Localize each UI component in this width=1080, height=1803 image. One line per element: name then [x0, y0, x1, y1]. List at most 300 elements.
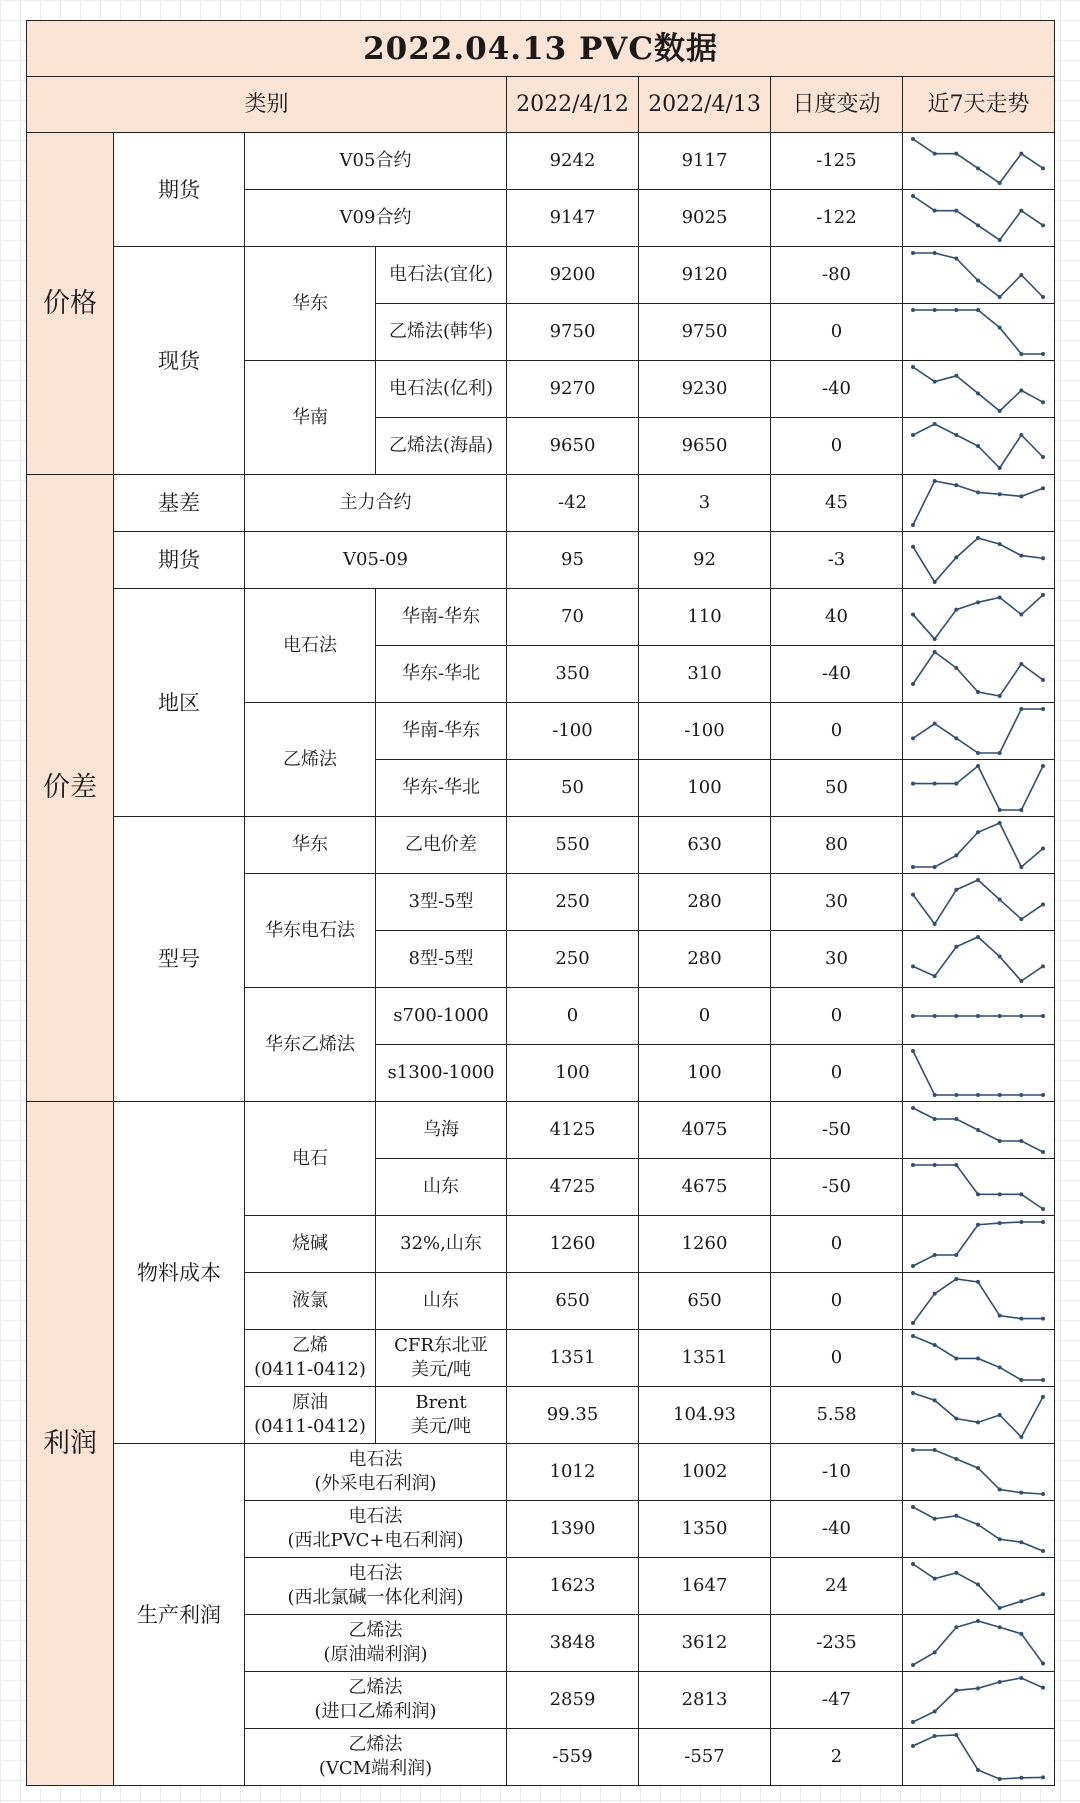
sparkline-cell [903, 589, 1055, 646]
sparkline-point [1041, 1395, 1045, 1399]
section-price: 价格 [27, 133, 114, 475]
sparkline-cell [903, 532, 1055, 589]
sparkline-point [911, 893, 915, 897]
value-change: 40 [771, 589, 903, 646]
sparkline-cell [903, 1102, 1055, 1159]
sparkline-cell [903, 247, 1055, 304]
sparkline-point [933, 650, 937, 654]
sparkline-point [998, 238, 1002, 242]
sparkline-point [954, 1457, 958, 1461]
sparkline-cell [903, 418, 1055, 475]
sparkline-point [998, 1365, 1002, 1369]
row-label: 电石法 (西北氯碱一体化利润) [245, 1558, 507, 1615]
sparkline-point [911, 1049, 915, 1053]
value-d2: 9120 [639, 247, 771, 304]
sparkline-point [998, 1537, 1002, 1541]
sparkline-point [998, 1221, 1002, 1225]
sparkline-point [1019, 1776, 1023, 1780]
value-change: 24 [771, 1558, 903, 1615]
sparkline-point [954, 666, 958, 670]
row-label: s1300-1000 [376, 1045, 507, 1102]
value-d1: 9242 [507, 133, 639, 190]
sparkline [903, 1045, 1053, 1101]
sparkline-cell [903, 874, 1055, 931]
sparkline-point [998, 821, 1002, 825]
sparkline-point [976, 1466, 980, 1470]
sparkline-line [913, 1678, 1043, 1722]
sparkline-point [1019, 352, 1023, 356]
sparkline-point [954, 1625, 958, 1629]
sparkline-point [933, 865, 937, 869]
sparkline-point [933, 922, 937, 926]
subgroup-ethylene-cost: 乙烯 (0411-0412) [245, 1330, 376, 1387]
sparkline-point [1041, 1207, 1045, 1211]
group-production: 生产利润 [114, 1444, 245, 1786]
sparkline-point [933, 1398, 937, 1402]
sparkline-point [911, 1562, 915, 1566]
sparkline [903, 1102, 1053, 1158]
sparkline [903, 1444, 1053, 1500]
sparkline-line [913, 1621, 1043, 1665]
sparkline-cell [903, 817, 1055, 874]
sparkline-cell [903, 1615, 1055, 1672]
subgroup-carbide: 电石法 [245, 589, 376, 703]
sparkline-point [998, 1606, 1002, 1610]
sparkline-point [976, 1223, 980, 1227]
sparkline-cell [903, 304, 1055, 361]
sparkline-point [933, 1448, 937, 1452]
value-change: -40 [771, 1501, 903, 1558]
sparkline [903, 589, 1053, 645]
header-date1: 2022/4/12 [507, 77, 639, 133]
row-label: 乙烯法(韩华) [376, 304, 507, 361]
sparkline-point [976, 536, 980, 540]
sparkline-point [954, 1163, 958, 1167]
sparkline-point [998, 1625, 1002, 1629]
value-d2: 3612 [639, 1615, 771, 1672]
sparkline [903, 361, 1053, 417]
sparkline-point [1041, 846, 1045, 850]
sparkline [903, 1501, 1053, 1557]
table-row [27, 1102, 1055, 1159]
sparkline-point [998, 181, 1002, 185]
value-change: 0 [771, 703, 903, 760]
sparkline-point [933, 1117, 937, 1121]
sparkline-point [911, 613, 915, 617]
sparkline-cell [903, 1444, 1055, 1501]
sparkline-point [933, 637, 937, 641]
value-change: 0 [771, 1273, 903, 1330]
sparkline-point [1019, 808, 1023, 812]
row-label: 乙烯法 (进口乙烯利润) [245, 1672, 507, 1729]
sparkline-point [976, 690, 980, 694]
header-row [27, 77, 1055, 133]
sparkline-point [1019, 1378, 1023, 1382]
value-change: 30 [771, 931, 903, 988]
table-row [27, 247, 1055, 304]
sparkline-line [913, 1222, 1043, 1266]
sparkline-point [998, 492, 1002, 496]
sparkline-point [998, 1014, 1002, 1018]
sparkline-point [1041, 166, 1045, 170]
value-change: -10 [771, 1444, 903, 1501]
sparkline-point [954, 1733, 958, 1737]
sparkline-point [1019, 494, 1023, 498]
value-change: 0 [771, 1330, 903, 1387]
sparkline [903, 190, 1053, 246]
sparkline-point [1019, 1676, 1023, 1680]
sparkline [903, 988, 1053, 1044]
value-d1: 4125 [507, 1102, 639, 1159]
sparkline-point [954, 888, 958, 892]
sparkline-point [933, 1014, 937, 1018]
row-label: 乙烯法(海晶) [376, 418, 507, 475]
sparkline-point [933, 380, 937, 384]
sparkline-point [911, 1106, 915, 1110]
sparkline-cell [903, 361, 1055, 418]
sparkline-point [954, 1014, 958, 1018]
sparkline [903, 532, 1053, 588]
sparkline-point [1019, 433, 1023, 437]
subgroup-south: 华南 [245, 361, 376, 475]
sparkline-point [1041, 902, 1045, 906]
sparkline-line [913, 253, 1043, 297]
sparkline-point [911, 1264, 915, 1268]
sparkline-point [1041, 1775, 1045, 1779]
sparkline-point [933, 1577, 937, 1581]
sparkline-point [1041, 556, 1045, 560]
sparkline [903, 1672, 1053, 1728]
row-label: s700-1000 [376, 988, 507, 1045]
sparkline-point [933, 308, 937, 312]
table-row [27, 817, 1055, 874]
sparkline-point [1041, 486, 1045, 490]
sparkline-point [976, 444, 980, 448]
sparkline-point [911, 1744, 915, 1748]
value-d1: -100 [507, 703, 639, 760]
value-d2: 110 [639, 589, 771, 646]
value-d2: 280 [639, 874, 771, 931]
group-futures: 期货 [114, 133, 245, 247]
sparkline-point [998, 1680, 1002, 1684]
value-d2: 3 [639, 475, 771, 532]
sparkline-point [954, 1688, 958, 1692]
sparkline-cell [903, 475, 1055, 532]
value-d2: 310 [639, 646, 771, 703]
sparkline-point [998, 1093, 1002, 1097]
value-change: 0 [771, 1045, 903, 1102]
sparkline-point [1019, 707, 1023, 711]
sparkline-line [913, 1393, 1043, 1437]
sparkline-cell [903, 1045, 1055, 1102]
value-change: -47 [771, 1672, 903, 1729]
sparkline-point [911, 433, 915, 437]
sparkline-point [1041, 1220, 1045, 1224]
row-label: 山东 [376, 1159, 507, 1216]
sparkline-point [1019, 979, 1023, 983]
sparkline-point [976, 279, 980, 283]
sparkline-point [954, 308, 958, 312]
sparkline-point [911, 1505, 915, 1509]
sparkline-point [976, 490, 980, 494]
sparkline-point [933, 1163, 937, 1167]
sparkline-cell [903, 133, 1055, 190]
sparkline-point [998, 409, 1002, 413]
sparkline [903, 1216, 1053, 1272]
sparkline-point [998, 466, 1002, 470]
sparkline [903, 1729, 1053, 1785]
value-d2: 1350 [639, 1501, 771, 1558]
sparkline-point [998, 1777, 1002, 1781]
sparkline-point [1041, 1592, 1045, 1596]
sparkline-point [954, 608, 958, 612]
sparkline-point [998, 295, 1002, 299]
row-label: 乌海 [376, 1102, 507, 1159]
sparkline-point [998, 1413, 1002, 1417]
sparkline-cell [903, 1672, 1055, 1729]
value-d2: 9750 [639, 304, 771, 361]
sparkline-line [913, 481, 1043, 525]
sparkline-line [913, 766, 1043, 810]
value-d1: 1012 [507, 1444, 639, 1501]
value-d2: -557 [639, 1729, 771, 1786]
subgroup-east: 华东 [245, 247, 376, 361]
sparkline-cell [903, 1387, 1055, 1444]
sparkline-point [954, 1514, 958, 1518]
sparkline-cell [903, 1216, 1055, 1273]
value-d1: 99.35 [507, 1387, 639, 1444]
sparkline [903, 760, 1053, 816]
sparkline [903, 475, 1053, 531]
sparkline-point [933, 152, 937, 156]
sparkline-point [933, 974, 937, 978]
sparkline [903, 703, 1053, 759]
sparkline-cell [903, 931, 1055, 988]
sparkline-point [911, 1014, 915, 1018]
value-d2: 104.93 [639, 1387, 771, 1444]
sparkline-point [911, 782, 915, 786]
page-title: 2022.04.13 PVC数据 [27, 21, 1055, 77]
sparkline-point [1019, 1599, 1023, 1603]
sparkline-point [911, 194, 915, 198]
value-d1: 0 [507, 988, 639, 1045]
value-d2: 0 [639, 988, 771, 1045]
sparkline-point [976, 1768, 980, 1772]
sparkline-point [1019, 1093, 1023, 1097]
sparkline-point [976, 391, 980, 395]
sparkline-point [1019, 1435, 1023, 1439]
sparkline-point [1041, 707, 1045, 711]
sparkline-point [976, 878, 980, 882]
value-d1: 9147 [507, 190, 639, 247]
sparkline-point [954, 736, 958, 740]
row-label: 华南-华东 [376, 589, 507, 646]
group-basis: 基差 [114, 475, 245, 532]
sparkline-point [954, 782, 958, 786]
sparkline-point [1019, 1192, 1023, 1196]
sparkline-point [998, 694, 1002, 698]
value-d1: 1351 [507, 1330, 639, 1387]
sparkline-point [976, 1128, 980, 1132]
sparkline-point [1041, 764, 1045, 768]
sparkline-point [911, 1391, 915, 1395]
sparkline-point [1041, 1686, 1045, 1690]
value-d2: 630 [639, 817, 771, 874]
group-material: 物料成本 [114, 1102, 245, 1444]
sparkline [903, 133, 1053, 189]
sparkline-point [998, 751, 1002, 755]
sparkline-point [911, 1334, 915, 1338]
value-change: -40 [771, 646, 903, 703]
sparkline-point [1041, 964, 1045, 968]
sparkline-point [911, 523, 915, 527]
sparkline-line [913, 1051, 1043, 1095]
table-row [27, 589, 1055, 646]
sparkline-point [976, 1583, 980, 1587]
subgroup-east2: 华东 [245, 817, 376, 874]
row-label: 8型-5型 [376, 931, 507, 988]
sparkline-point [954, 1117, 958, 1121]
row-label: 电石法 (西北PVC+电石利润) [245, 1501, 507, 1558]
row-label: 山东 [376, 1273, 507, 1330]
value-d1: -42 [507, 475, 639, 532]
sparkline-point [933, 209, 937, 213]
value-change: -122 [771, 190, 903, 247]
sparkline-point [911, 365, 915, 369]
section-profit: 利润 [27, 1102, 114, 1786]
table-row [27, 1444, 1055, 1501]
sparkline-line [913, 652, 1043, 696]
value-d2: -100 [639, 703, 771, 760]
sparkline-point [1019, 1317, 1023, 1321]
sparkline-cell [903, 646, 1055, 703]
sparkline-point [954, 209, 958, 213]
value-d1: 1260 [507, 1216, 639, 1273]
value-change: 30 [771, 874, 903, 931]
sparkline [903, 1273, 1053, 1329]
value-change: -3 [771, 532, 903, 589]
value-d2: 4675 [639, 1159, 771, 1216]
sparkline-point [1041, 1378, 1045, 1382]
value-d2: 1260 [639, 1216, 771, 1273]
sparkline-point [933, 1343, 937, 1347]
sparkline-cell [903, 760, 1055, 817]
sparkline-point [1041, 223, 1045, 227]
value-d1: 70 [507, 589, 639, 646]
header-change: 日度变动 [771, 77, 903, 133]
sparkline-point [1041, 1661, 1045, 1665]
value-d2: 280 [639, 931, 771, 988]
sparkline-cell [903, 190, 1055, 247]
sparkline-point [976, 1356, 980, 1360]
table-row [27, 532, 1055, 589]
sparkline-cell [903, 1273, 1055, 1330]
sparkline [903, 418, 1053, 474]
sparkline [903, 1330, 1053, 1386]
value-d2: 100 [639, 760, 771, 817]
value-d2: 1351 [639, 1330, 771, 1387]
sparkline [903, 817, 1053, 873]
sparkline-point [976, 1192, 980, 1196]
sparkline-point [1019, 662, 1023, 666]
sparkline-point [1019, 1540, 1023, 1544]
sparkline-point [1019, 1014, 1023, 1018]
sparkline-point [998, 1488, 1002, 1492]
sparkline-line [913, 367, 1043, 411]
sparkline-point [1019, 1220, 1023, 1224]
sparkline-point [1019, 209, 1023, 213]
sparkline-point [954, 257, 958, 261]
value-change: 45 [771, 475, 903, 532]
sparkline-point [954, 433, 958, 437]
sparkline [903, 247, 1053, 303]
value-d1: 1390 [507, 1501, 639, 1558]
group-model: 型号 [114, 817, 245, 1102]
subgroup-chlorine: 液氯 [245, 1273, 376, 1330]
value-change: 80 [771, 817, 903, 874]
value-d2: 4075 [639, 1102, 771, 1159]
sparkline-cell [903, 1729, 1055, 1786]
value-d1: 9750 [507, 304, 639, 361]
sparkline-cell [903, 703, 1055, 760]
sparkline-point [998, 1139, 1002, 1143]
sparkline-point [1019, 917, 1023, 921]
value-d1: 250 [507, 931, 639, 988]
sparkline-point [1019, 1491, 1023, 1495]
sparkline-line [913, 1450, 1043, 1494]
value-change: 50 [771, 760, 903, 817]
row-label: V05合约 [245, 133, 507, 190]
sparkline-point [954, 1093, 958, 1097]
sparkline-line [913, 139, 1043, 183]
sparkline-point [933, 251, 937, 255]
sparkline-point [954, 374, 958, 378]
sparkline-point [1041, 455, 1045, 459]
sparkline [903, 304, 1053, 360]
sparkline-line [913, 310, 1043, 354]
value-d1: 100 [507, 1045, 639, 1102]
sparkline [903, 874, 1053, 930]
value-change: -40 [771, 361, 903, 418]
subgroup-calcium-carbide: 电石 [245, 1102, 376, 1216]
sparkline-point [911, 1663, 915, 1667]
row-label: 乙烯法 (原油端利润) [245, 1615, 507, 1672]
value-d2: 9025 [639, 190, 771, 247]
sparkline-point [998, 955, 1002, 959]
value-d1: -559 [507, 1729, 639, 1786]
sparkline-point [954, 1277, 958, 1281]
sparkline-point [933, 722, 937, 726]
row-label: V05-09 [245, 532, 507, 589]
sparkline-point [1019, 554, 1023, 558]
group-spot: 现货 [114, 247, 245, 475]
sparkline-point [998, 898, 1002, 902]
sparkline-point [933, 1517, 937, 1521]
sparkline-point [954, 1571, 958, 1575]
value-d1: 3848 [507, 1615, 639, 1672]
value-change: 5.58 [771, 1387, 903, 1444]
sparkline-point [998, 326, 1002, 330]
pvc-data-table [26, 20, 1055, 1786]
table-row [27, 475, 1055, 532]
sparkline-line [913, 1165, 1043, 1209]
value-d1: 350 [507, 646, 639, 703]
value-d2: 650 [639, 1273, 771, 1330]
sparkline-point [933, 1650, 937, 1654]
sparkline-point [911, 137, 915, 141]
value-d1: 650 [507, 1273, 639, 1330]
sparkline [903, 1159, 1053, 1215]
